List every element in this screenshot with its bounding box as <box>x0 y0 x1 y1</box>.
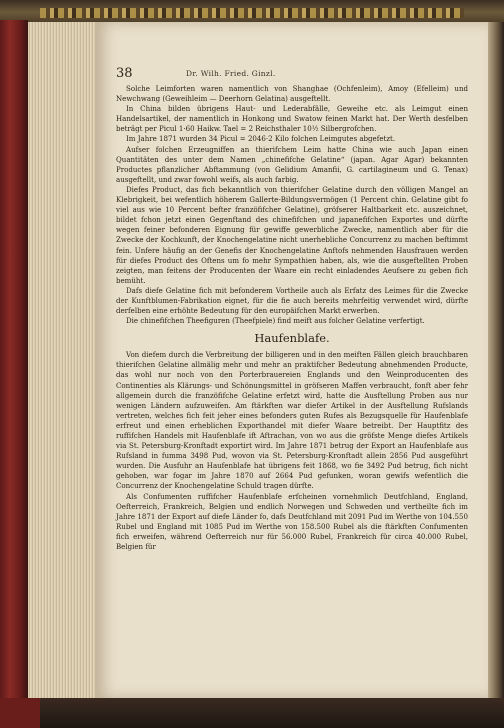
page-number: 38 <box>116 66 133 81</box>
paragraph: Die chinefifchen Theefiguren (Theefpiele) find meift aus folcher Gelatine verfertigt. <box>126 316 425 326</box>
page-header <box>116 66 468 80</box>
running-head: Dr. Wilh. Fried. Ginzl. <box>186 69 276 78</box>
book-page <box>96 22 488 698</box>
page-edges <box>28 22 100 698</box>
right-page-edge <box>488 22 504 728</box>
paragraph: In China bilden übrigens Haut- und Lederabfälle, Geweihe etc. als Leimgut einen Handelsartikel, der namentlich in Honkong und Swatow feinen Markt hat. Der Werth desfelben beträgt per Picul 1·60 Haikw. Tael = 2 Reichsthaler 10½ Silbergrofchen. <box>116 104 468 134</box>
paragraph: Aufser folchen Erzeugniffen an thierifchem Leim hatte China wie auch Japan einen Quantitäten des unter dem Namen „chinefifche Gelatine“ (japan. Agar Agar) bekannten Productes pflanzlicher Abftammung (von Gelidium Amanfii, G. cartilagineum und G. Tenax) ausgeftellt, und zwar fowohl weifs, als auch farbig. <box>116 144 468 184</box>
paragraph: Von diefem durch die Verbreitung der billigeren und in den meiften Fällen gleich brauchbaren thierifchen Gelatine allmälig mehr und mehr an praktifcher Bedeutung abnehmenden Producte, das wohl nur noch von den Porterbrauereien Englands und den Weinproducenten des Continenties als Klärungs- und Schönungsmittel in gröfseren Maffen verbraucht, fonft aber fehr allgemein durch die franzöfifche Gelatine erfetzt wird, hatte die Ausftellung Proben aus nur wenigen Ländern aufzuweifen. Am ftärkften war diefer Artikel in der Ausftellung Rufslands vertreten, welches fich feit jeher eines befonders guten Rufes als Bezugsquelle für Haufenblafe erfreut und einen erheblichen Exporthandel mit diefer Waare betreibt. Der Hauptfitz des ruffifchen Handels mit Haufenblafe ift Aftrachan, von wo aus die gröfste Menge diefes Artikels via St. Petersburg-Kronftadt exportirt wird. Im Jahre 1871 betrug der Export an Haufenblafe aus Rufsland in fumma 3498 Pud, wovon via St. Petersburg-Kronftadt allein 2856 Pud ausgeführt wurden. Die Ausfuhr an Haufenblafe hat übrigens feit 1868, wo fie 3492 Pud betrug, fich nicht gehoben, war fogar im Jahre 1870 auf 2664 Pud gefunken, woran gewifs wefentlich die Concurrenz der Knochengelatine Schuld tragen dürfte. <box>116 350 468 491</box>
gilt-ornament <box>40 8 464 18</box>
book-spine <box>0 20 28 728</box>
page-body <box>116 84 468 552</box>
section-heading: Haufenblafe. <box>254 331 330 346</box>
paragraph: Dafs diefe Gelatine fich mit befonderem Vortheile auch als Erfatz des Leimes für die Zwecke der Kunftblumen-Fabrikation eignet, für die fie auch bereits mehrfeitig verwendet wird, dürfte derfelben eine erhöhte Bedeutung für den europäifchen Markt erwerben. <box>116 285 468 316</box>
paragraph: Diefes Product, das fich bekanntlich von thierifcher Gelatine durch den völligen Mangel an Klebrigkeit, bei wefentlich höherem Gallerte-Bildungsvermögen (1 Percent chin. Gelatine gibt fo viel aus wie 10 Percent befter franzöfifcher Gelatine), gröfserer Haltbarkeit etc. auszeichnet, bildet fchon jetzt einen Gegenftand des chinefifchen und japanefifchen Exportes und dürfte wegen feiner befonderen Eignung für gewiffe gewerbliche Zwecke, namentlich aber für die Zwecke der Kochkunft, der Knochengelatine nicht unerhebliche Concurrenz zu machen beftimmt fein. Unfere häufig an der Genefis der Knochengelatine Anftofs nehmenden Hausfrauen werden für diefes Product des Oftens um fo mehr Sympathien haben, als, wie die ausgeftellten Proben zeigten, man feitens der Producenten der Waare ein recht einladendes Aeufsere zu geben fich bemüht. <box>116 184 468 285</box>
paragraph: Im Jahre 1871 wurden 34 Picul = 2046·2 Kilo folchen Leimgutes abgefetzt. <box>126 134 396 144</box>
paragraph: Als Confumenten ruffifcher Haufenblafe erfcheinen vornehmlich Deutfchland, England, Oefterreich, Frankreich, Belgien und endlich Norwegen und Schweden und vertheilte fich im Jahre 1871 der Export auf diefe Länder fo, dafs Deutfchland mit 2091 Pud im Werthe von 104.550 Rubel und England mit 1085 Pud im Werthe von 158.500 Rubel als die ftärkften Confumenten fich erweifen, während Oefterreich nur für 56.000 Rubel, Frankreich für circa 40.000 Rubel, Belgien für <box>116 491 468 552</box>
book-binding-bottom <box>0 698 504 728</box>
paragraph: Solche Leimforten waren namentlich von Shanghae (Ochfenleim), Amoy (Efelleim) und Newchwang (Geweihleim — Deerhorn Gelatina) ausgeftellt. <box>116 84 468 104</box>
